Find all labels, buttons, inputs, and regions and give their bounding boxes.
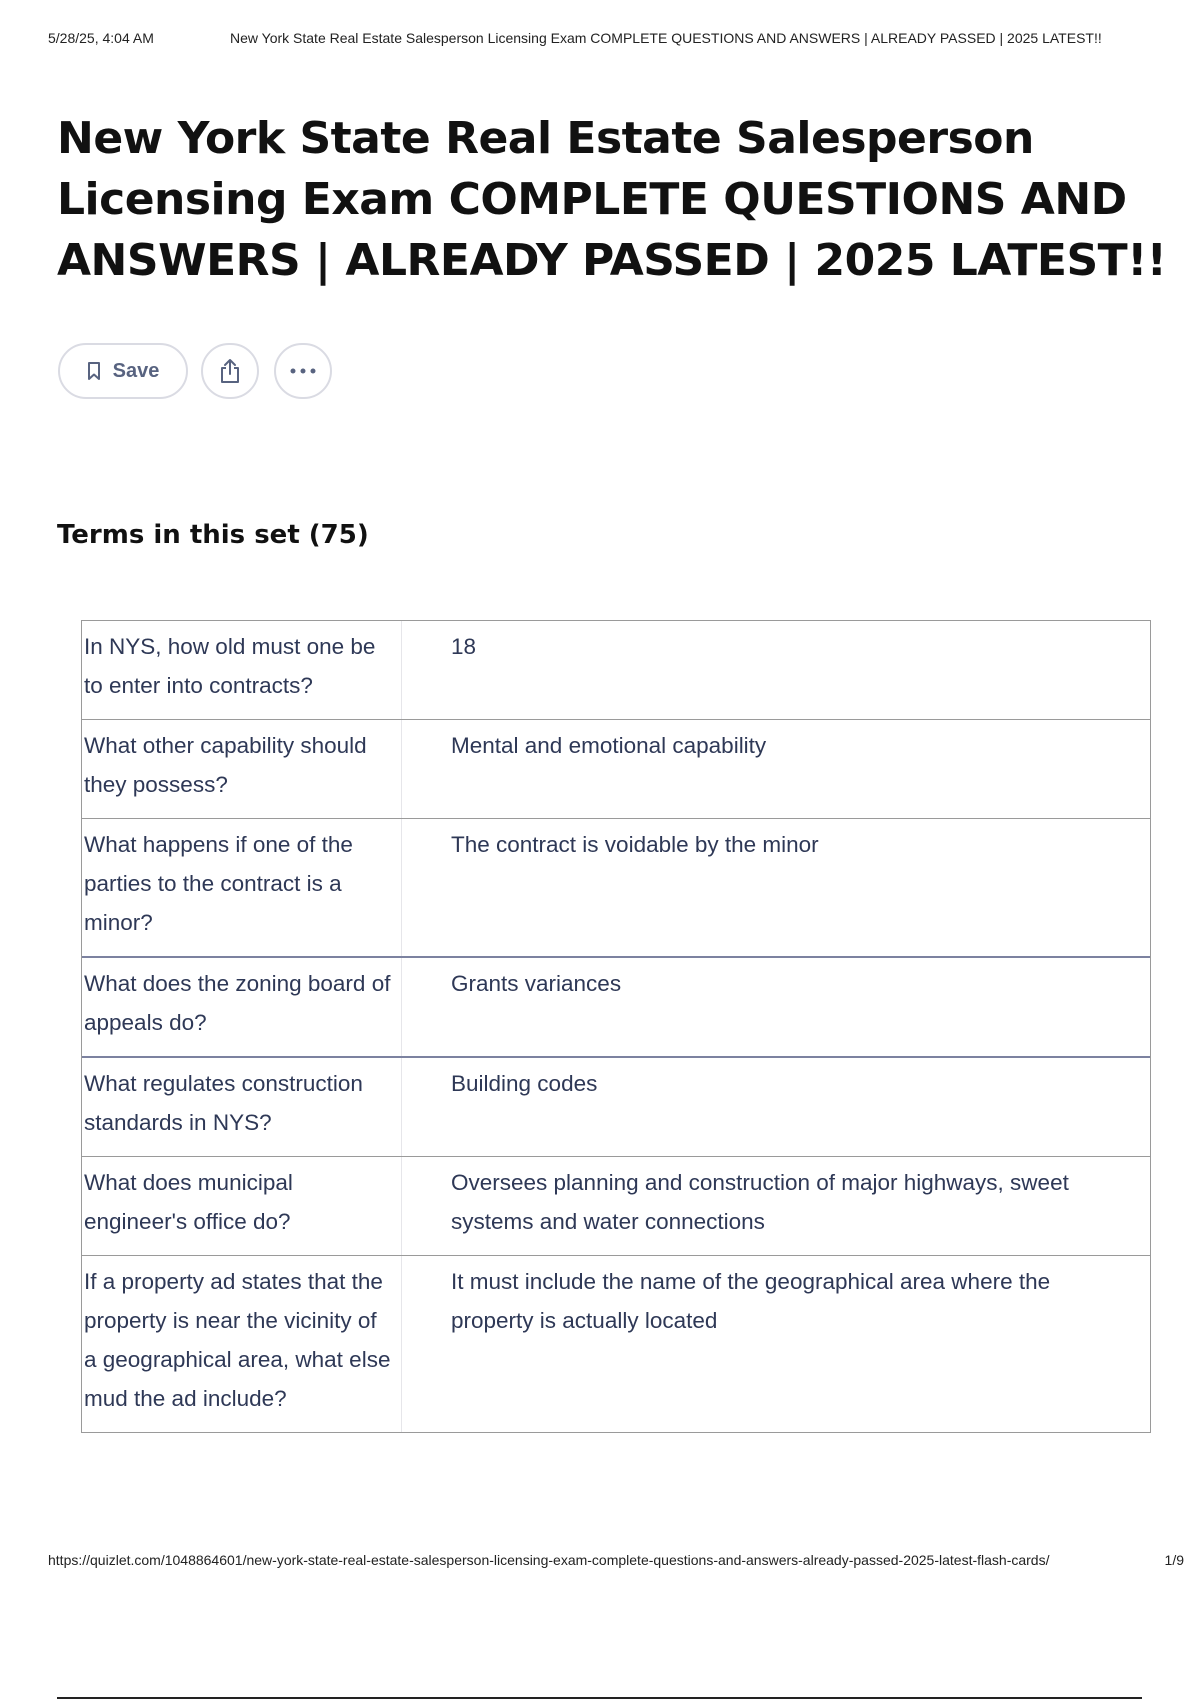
- more-icon: [290, 368, 316, 374]
- term-row: [82, 956, 1150, 1056]
- definition-text: Mental and emotional capability: [451, 733, 767, 758]
- term-row: [82, 621, 1150, 719]
- print-date: 5/28/25, 4:04 AM: [48, 30, 154, 46]
- term-text: If a property ad states that the property is near the vicinity of a geographical area, what else mud the ad include?: [82, 1256, 402, 1432]
- page-number: 1/9: [1164, 1552, 1184, 1568]
- definition-text: It must include the name of the geographical area where the property is actually located: [451, 1269, 1051, 1333]
- term-text: What regulates construction standards in NYS?: [82, 1058, 402, 1156]
- term-row: [82, 818, 1150, 956]
- save-button[interactable]: [58, 343, 188, 399]
- terms-table: [81, 620, 1151, 1433]
- share-icon: [218, 358, 242, 384]
- term-text: In NYS, how old must one be to enter into contracts?: [82, 621, 402, 719]
- print-doc-title: New York State Real Estate Salesperson Licensing Exam COMPLETE QUESTIONS AND ANSWERS | ALREADY PASSED | 2025 LATEST!!: [230, 30, 1102, 46]
- print-header: [48, 30, 1178, 46]
- print-url[interactable]: https://quizlet.com/1048864601/new-york-state-real-estate-salesperson-licensing-exam-complete-questions-and-answers-already-passed-2025-latest-flash-cards/: [48, 1552, 1050, 1568]
- definition-text: The contract is voidable by the minor: [451, 832, 819, 857]
- page-title: New York State Real Estate Salesperson Licensing Exam COMPLETE QUESTIONS AND ANSWERS | ALREADY PASSED | 2025 LATEST!!: [57, 113, 1167, 286]
- divider: [57, 1697, 1142, 1699]
- term-text: What does the zoning board of appeals do?: [82, 958, 402, 1056]
- term-row: [82, 1056, 1150, 1156]
- definition-text: Building codes: [451, 1071, 598, 1096]
- term-text: What other capability should they possess?: [82, 720, 402, 818]
- term-row: [82, 1255, 1150, 1432]
- term-row: [82, 1156, 1150, 1255]
- definition-text: Oversees planning and construction of major highways, sweet systems and water connections: [451, 1170, 1069, 1234]
- more-button[interactable]: [274, 343, 332, 399]
- term-text: What happens if one of the parties to the contract is a minor?: [82, 819, 402, 956]
- term-row: [82, 719, 1150, 818]
- term-text: What does municipal engineer's office do?: [82, 1157, 402, 1255]
- share-button[interactable]: [201, 343, 259, 399]
- terms-heading: Terms in this set (75): [57, 520, 369, 550]
- definition-text: Grants variances: [451, 971, 622, 996]
- bookmark-icon: [87, 361, 101, 381]
- print-footer: [48, 1552, 1184, 1568]
- save-button-label: Save: [112, 359, 160, 382]
- definition-text: 18: [451, 634, 477, 659]
